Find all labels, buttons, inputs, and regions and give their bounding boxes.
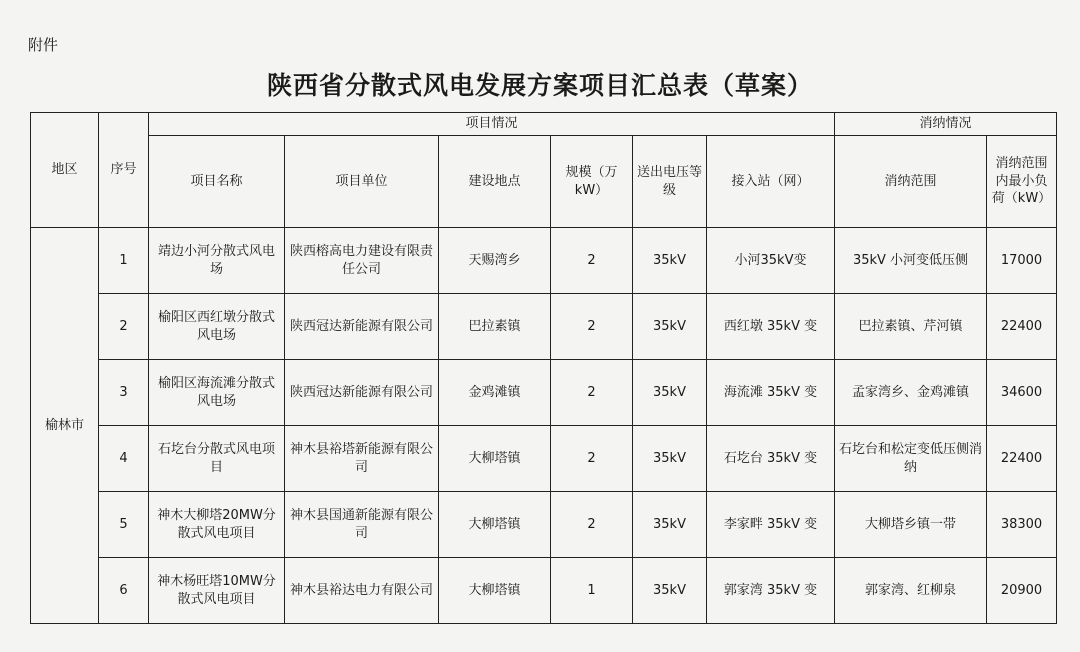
cell-seq: 1 (99, 228, 149, 294)
header-project-info: 项目情况 (149, 113, 835, 136)
cell-scope: 孟家湾乡、金鸡滩镇 (835, 360, 987, 426)
attachment-label: 附件 (28, 36, 59, 54)
header-consumption-scope: 消纳范围 (835, 136, 987, 228)
table-row (31, 360, 1057, 426)
cell-project-unit: 神木县裕达电力有限公司 (285, 558, 439, 624)
cell-load: 17000 (987, 228, 1057, 294)
cell-voltage: 35kV (633, 558, 707, 624)
cell-project-name: 石圪台分散式风电项目 (149, 426, 285, 492)
cell-scope: 巴拉素镇、芹河镇 (835, 294, 987, 360)
cell-substation: 石圪台 35kV 变 (707, 426, 835, 492)
cell-location: 巴拉素镇 (439, 294, 551, 360)
cell-location: 金鸡滩镇 (439, 360, 551, 426)
cell-voltage: 35kV (633, 228, 707, 294)
region-cell: 榆林市 (31, 228, 99, 624)
cell-project-unit: 陕西冠达新能源有限公司 (285, 360, 439, 426)
cell-project-name: 靖边小河分散式风电场 (149, 228, 285, 294)
cell-voltage: 35kV (633, 426, 707, 492)
cell-seq: 6 (99, 558, 149, 624)
cell-scope: 35kV 小河变低压侧 (835, 228, 987, 294)
cell-voltage: 35kV (633, 294, 707, 360)
cell-voltage: 35kV (633, 492, 707, 558)
cell-load: 20900 (987, 558, 1057, 624)
cell-project-name: 榆阳区西红墩分散式风电场 (149, 294, 285, 360)
cell-scale: 2 (551, 228, 633, 294)
cell-scope: 石圪台和松定变低压侧消纳 (835, 426, 987, 492)
cell-voltage: 35kV (633, 360, 707, 426)
header-row-group (31, 113, 1057, 136)
cell-load: 38300 (987, 492, 1057, 558)
cell-project-unit: 陕西冠达新能源有限公司 (285, 294, 439, 360)
cell-scope: 大柳塔乡镇一带 (835, 492, 987, 558)
cell-scale: 2 (551, 492, 633, 558)
header-project-unit: 项目单位 (285, 136, 439, 228)
header-region: 地区 (31, 113, 99, 228)
cell-seq: 3 (99, 360, 149, 426)
table-row (31, 228, 1057, 294)
cell-location: 大柳塔镇 (439, 426, 551, 492)
header-voltage: 送出电压等级 (633, 136, 707, 228)
cell-location: 大柳塔镇 (439, 492, 551, 558)
cell-substation: 李家畔 35kV 变 (707, 492, 835, 558)
cell-scope: 郭家湾、红柳泉 (835, 558, 987, 624)
cell-location: 天赐湾乡 (439, 228, 551, 294)
cell-location: 大柳塔镇 (439, 558, 551, 624)
cell-seq: 2 (99, 294, 149, 360)
project-summary-table (30, 112, 1057, 624)
cell-project-unit: 神木县裕塔新能源有限公司 (285, 426, 439, 492)
header-substation: 接入站（网） (707, 136, 835, 228)
cell-substation: 西红墩 35kV 变 (707, 294, 835, 360)
cell-load: 34600 (987, 360, 1057, 426)
table-row (31, 294, 1057, 360)
header-scale: 规模（万kW） (551, 136, 633, 228)
header-location: 建设地点 (439, 136, 551, 228)
header-row-columns (31, 136, 1057, 228)
cell-project-unit: 陕西榕高电力建设有限责任公司 (285, 228, 439, 294)
header-seq: 序号 (99, 113, 149, 228)
cell-substation: 郭家湾 35kV 变 (707, 558, 835, 624)
header-consumption-info: 消纳情况 (835, 113, 1057, 136)
table-row (31, 492, 1057, 558)
cell-load: 22400 (987, 426, 1057, 492)
cell-scale: 2 (551, 360, 633, 426)
cell-project-unit: 神木县国通新能源有限公司 (285, 492, 439, 558)
cell-scale: 1 (551, 558, 633, 624)
cell-load: 22400 (987, 294, 1057, 360)
document-title: 陕西省分散式风电发展方案项目汇总表（草案） (266, 71, 813, 100)
cell-project-name: 神木大柳塔20MW分散式风电项目 (149, 492, 285, 558)
cell-substation: 小河35kV变 (707, 228, 835, 294)
table-row (31, 426, 1057, 492)
cell-substation: 海流滩 35kV 变 (707, 360, 835, 426)
cell-seq: 5 (99, 492, 149, 558)
cell-project-name: 榆阳区海流滩分散式风电场 (149, 360, 285, 426)
header-min-load: 消纳范围内最小负荷（kW） (987, 136, 1057, 228)
cell-seq: 4 (99, 426, 149, 492)
cell-scale: 2 (551, 426, 633, 492)
cell-scale: 2 (551, 294, 633, 360)
header-project-name: 项目名称 (149, 136, 285, 228)
table-row (31, 558, 1057, 624)
cell-project-name: 神木杨旺塔10MW分散式风电项目 (149, 558, 285, 624)
